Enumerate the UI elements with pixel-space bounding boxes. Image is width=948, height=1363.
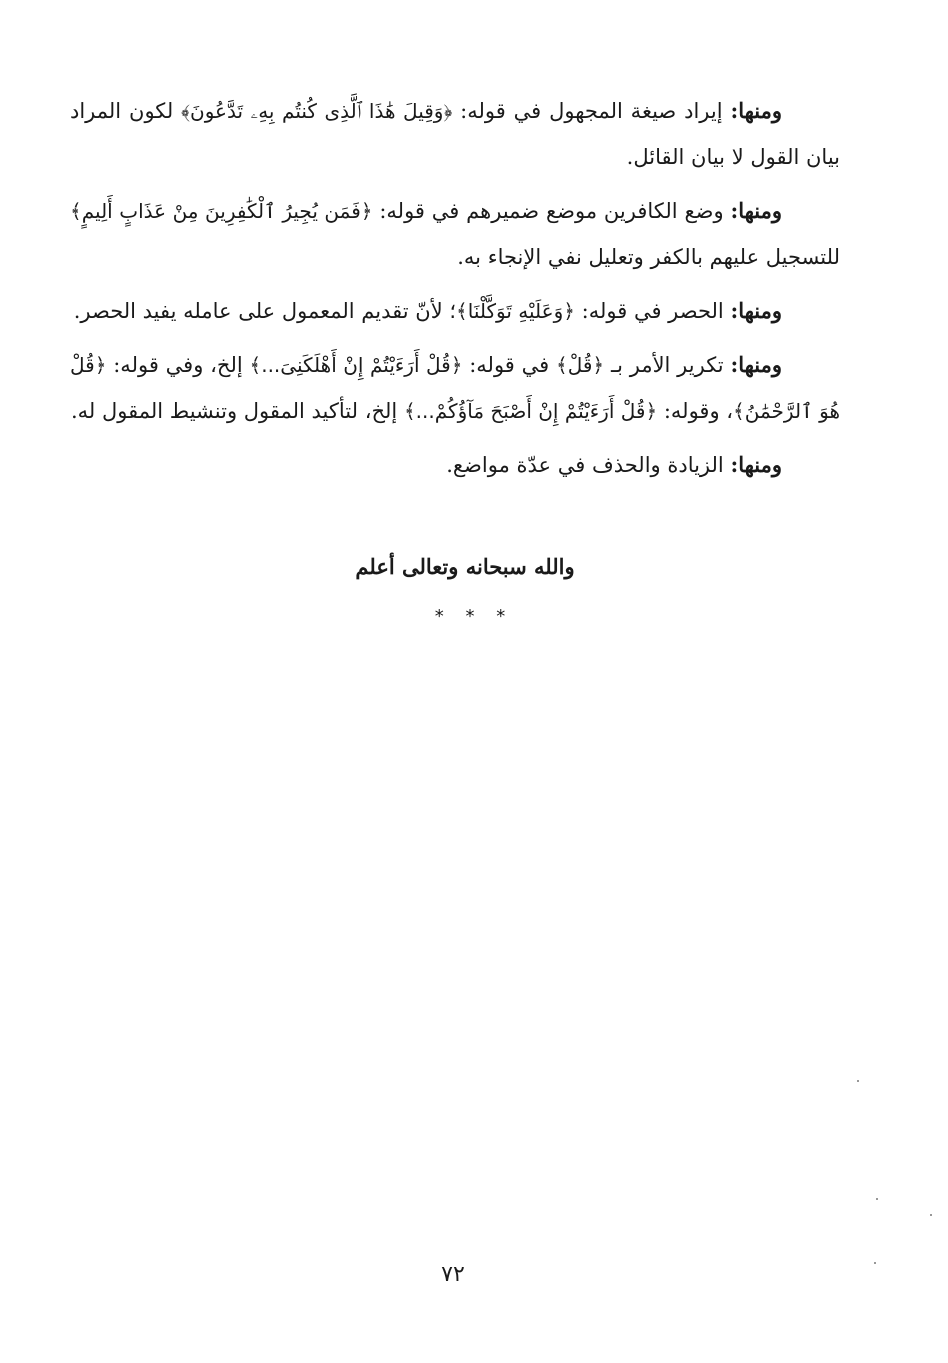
page-number: ٧٢ — [441, 1262, 465, 1287]
paragraph-lead: ومنها: — [730, 452, 782, 477]
quran-quote: ﴿وَعَلَيْهِ تَوَكَّلْنَا﴾ — [456, 299, 575, 323]
paragraph-text: ؛ لأنّ تقديم المعمول على عامله يفيد الحصر. — [73, 299, 457, 323]
paragraph-lead: ومنها: — [730, 98, 782, 123]
paragraph-lead: ومنها: — [730, 298, 782, 323]
paragraph-text: تكرير الأمر بـ — [604, 353, 731, 377]
quran-quote: ﴿وَقِيلَ هَٰذَا ٱلَّذِى كُنتُم بِهِۦ تَدَّعُونَ﴾ — [181, 99, 453, 123]
paragraph-4 — [70, 342, 840, 434]
paragraph-text: إيراد صيغة المجهول في قوله: — [452, 99, 731, 123]
paragraph-text: لكون المراد بيان القول لا بيان القائل. — [70, 99, 840, 169]
paragraph-2 — [70, 188, 840, 280]
quran-quote: ﴿قُلْ﴾ — [555, 353, 605, 377]
paragraph-text: ، وقوله: — [657, 399, 734, 423]
paragraph-text: الحصر في قوله: — [574, 299, 731, 323]
paragraph-3 — [70, 288, 840, 334]
quran-quote: ﴿قُلْ أَرَءَيْتُمْ إِنْ أَهْلَكَنِىَ...﴾ — [249, 353, 463, 377]
paragraph-text: إلخ، وفي قوله: — [106, 353, 250, 377]
quran-quote: ﴿فَمَن يُجِيرُ ٱلْكَٰفِرِينَ مِنْ عَذَابٍ أَلِيمٍ﴾ — [70, 199, 373, 223]
paragraph-text: وضع الكافرين موضع ضميرهم في قوله: — [372, 199, 731, 223]
scan-speck — [874, 1262, 876, 1264]
paragraph-text: للتسجيل عليهم بالكفر وتعليل نفي الإنجاء به. — [457, 245, 840, 269]
paragraph-5 — [70, 442, 840, 488]
section-separator: * * * — [434, 606, 514, 627]
paragraph-lead: ومنها: — [730, 352, 782, 377]
closing-formula: والله سبحانه وتعالى أعلم — [355, 554, 575, 579]
paragraph-1 — [70, 88, 840, 180]
paragraph-text: الزيادة والحذف في عدّة مواضع. — [446, 453, 731, 477]
scan-speck — [930, 1214, 932, 1216]
scan-speck — [876, 1198, 878, 1200]
quran-quote: ﴿قُلْ هُوَ ٱلرَّحْمَٰنُ﴾ — [70, 353, 840, 423]
paragraph-text: في قوله: — [462, 353, 556, 377]
paragraph-lead: ومنها: — [730, 198, 782, 223]
body-text — [70, 88, 840, 496]
paragraph-text: إلخ، لتأكيد المقول وتنشيط المقول له. — [70, 399, 404, 423]
scan-speck — [857, 1080, 859, 1082]
quran-quote: ﴿قُلْ أَرَءَيْتُمْ إِنْ أَصْبَحَ مَآؤُكُمْ...﴾ — [403, 399, 658, 423]
